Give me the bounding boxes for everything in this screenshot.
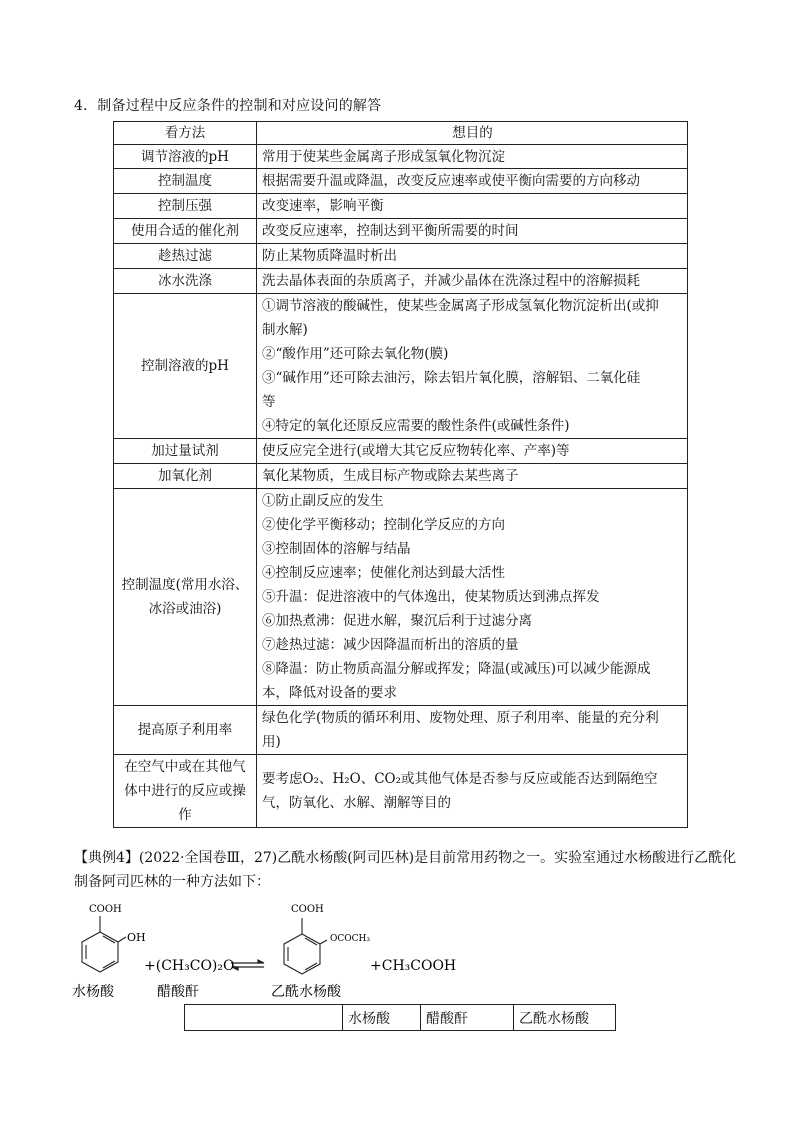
purpose-cell [257, 706, 688, 755]
table-row [114, 706, 688, 755]
purpose-line: ③控制固体的溶解与结晶 [262, 541, 411, 557]
purpose-line: 洗去晶体表面的杂质离子，并减少晶体在洗涤过程中的溶解损耗 [262, 273, 640, 289]
method-cell [114, 755, 257, 828]
purpose-line: 防止某物质降温时析出 [262, 248, 397, 264]
purpose-line: 氧化某物质，生成目标产物或除去某些离子 [262, 468, 519, 484]
table-row [114, 755, 688, 828]
purpose-line: ①调节溶液的酸碱性，使某些金属离子形成氢氧化物沉淀析出(或抑 [262, 298, 659, 314]
table-row [114, 464, 688, 489]
purpose-line: 根据需要升温或降温，改变反应速率或使平衡向需要的方向移动 [262, 173, 640, 189]
purpose-line: ⑤升温：促进溶液中的气体逸出，使某物质达到沸点挥发 [262, 589, 600, 605]
method-line: 在空气中或在其他气 [124, 759, 246, 775]
method-line: 控制温度(常用水浴、 [121, 577, 249, 593]
aspirin-structure [284, 918, 327, 974]
table-row [114, 489, 688, 706]
section-heading: 4．制备过程中反应条件的控制和对应设问的解答 [74, 98, 382, 114]
method-cell [114, 145, 257, 169]
properties-cell-blank [185, 1005, 343, 1031]
table-header-row [114, 122, 688, 145]
table-row [114, 219, 688, 244]
acetic-acid-formula: +CH₃COOH [370, 958, 457, 974]
salicylic-cooh-label: COOH [89, 904, 122, 915]
purpose-line: ②“酸作用”还可除去氧化物(膜) [262, 346, 449, 362]
acetic-anhydride-name: 醋酸酐 [157, 984, 199, 1000]
method-line: 控制温度 [158, 173, 212, 189]
example-paragraph [74, 846, 737, 894]
method-line: 加氧化剂 [158, 468, 212, 484]
purpose-line: ②使化学平衡移动；控制化学反应的方向 [262, 517, 505, 533]
aspirin-cooh-label: COOH [291, 904, 324, 915]
method-line: 体中进行的反应或操 [124, 783, 246, 799]
header-method: 看方法 [114, 122, 257, 145]
method-cell [114, 169, 257, 194]
salicylic-acid-name: 水杨酸 [72, 984, 114, 1000]
purpose-line: 用) [262, 734, 281, 750]
purpose-line: ④特定的氧化还原反应需要的酸性条件(或碱性条件) [262, 418, 570, 434]
aspirin-ester-label: OCOCH₃ [330, 934, 370, 944]
purpose-line: ④控制反应速率；使催化剂达到最大活性 [262, 565, 505, 581]
properties-cell-anhydride: 醋酸酐 [421, 1005, 514, 1031]
purpose-line: 制水解) [262, 322, 308, 338]
purpose-line: ③“碱作用”还可除去油污，除去铝片氧化膜，溶解铝、二氧化硅 [262, 370, 641, 386]
method-cell [114, 244, 257, 269]
table-row [114, 145, 688, 169]
purpose-line: 改变反应速率，控制达到平衡所需要的时间 [262, 223, 519, 239]
method-line: 加过量试剂 [151, 443, 219, 459]
purpose-cell [257, 269, 688, 294]
method-cell [114, 489, 257, 706]
header-purpose: 想目的 [257, 122, 688, 145]
method-cell [114, 464, 257, 489]
purpose-cell [257, 194, 688, 219]
purpose-line: 气，防氧化、水解、潮解等目的 [262, 795, 451, 811]
method-line: 提高原子利用率 [137, 722, 233, 738]
purpose-line: 使反应完全进行(或增大其它反应物转化率、产率)等 [262, 443, 570, 459]
conditions-table [113, 121, 688, 828]
purpose-cell [257, 489, 688, 706]
purpose-line: 改变速率，影响平衡 [262, 198, 384, 214]
table-row [114, 439, 688, 464]
method-line: 趁热过滤 [158, 248, 212, 264]
purpose-line: ⑥加热煮沸：促进水解，聚沉后利于过滤分离 [262, 613, 532, 629]
method-line: 冰浴或油浴) [148, 601, 222, 617]
method-line: 控制压强 [158, 198, 212, 214]
reaction-structures [70, 900, 690, 1000]
method-line: 调节溶液的pH [141, 148, 229, 165]
equilibrium-arrow-icon [231, 960, 264, 970]
purpose-line: 常用于使某些金属离子形成氢氧化物沉淀 [262, 148, 505, 165]
method-cell [114, 439, 257, 464]
purpose-cell [257, 219, 688, 244]
table-row [114, 169, 688, 194]
purpose-line: 本，降低对设备的要求 [262, 685, 397, 701]
purpose-line: ⑧降温：防止物质高温分解或挥发；降温(或减压)可以减少能源成 [262, 661, 651, 677]
purpose-cell [257, 439, 688, 464]
purpose-line: 绿色化学(物质的循环利用、废物处理、原子利用率、能量的充分利 [262, 710, 659, 726]
example-line-2: 制备阿司匹林的一种方法如下： [74, 874, 270, 890]
acetic-anhydride-formula: +(CH₃CO)₂O [144, 958, 235, 974]
purpose-line: ①防止副反应的发生 [262, 493, 384, 509]
aspirin-name: 乙酰水杨酸 [271, 984, 341, 1000]
method-cell [114, 294, 257, 439]
salicylic-acid-structure [82, 916, 126, 972]
table-row [114, 244, 688, 269]
purpose-cell [257, 244, 688, 269]
reaction-scheme [70, 900, 690, 1000]
method-cell [114, 269, 257, 294]
example-line-1: 【典例4】(2022·全国卷Ⅲ，27)乙酰水杨酸(阿司匹林)是目前常用药物之一。实验室通过水杨酸进行乙酰化 [74, 850, 737, 866]
purpose-cell [257, 755, 688, 828]
method-cell [114, 219, 257, 244]
method-line: 作 [178, 807, 192, 823]
purpose-cell [257, 294, 688, 439]
properties-cell-aspirin: 乙酰水杨酸 [514, 1005, 616, 1031]
table-row [114, 269, 688, 294]
method-line: 控制溶液的pH [141, 358, 229, 374]
purpose-line: 要考虑O₂、H₂O、CO₂或其他气体是否参与反应或能否达到隔绝空 [262, 771, 658, 787]
properties-cell-salicylic: 水杨酸 [343, 1005, 421, 1031]
table-row [114, 194, 688, 219]
purpose-cell [257, 464, 688, 489]
table-row [114, 294, 688, 439]
purpose-line: 等 [262, 394, 276, 410]
method-line: 使用合适的催化剂 [131, 223, 239, 239]
method-cell [114, 706, 257, 755]
properties-table [184, 1004, 616, 1031]
method-line: 冰水洗涤 [158, 273, 212, 289]
method-cell [114, 194, 257, 219]
purpose-cell [257, 145, 688, 169]
salicylic-oh-label: OH [127, 931, 146, 944]
purpose-cell [257, 169, 688, 194]
properties-header-row [185, 1005, 616, 1031]
purpose-line: ⑦趁热过滤：减少因降温而析出的溶质的量 [262, 637, 519, 653]
